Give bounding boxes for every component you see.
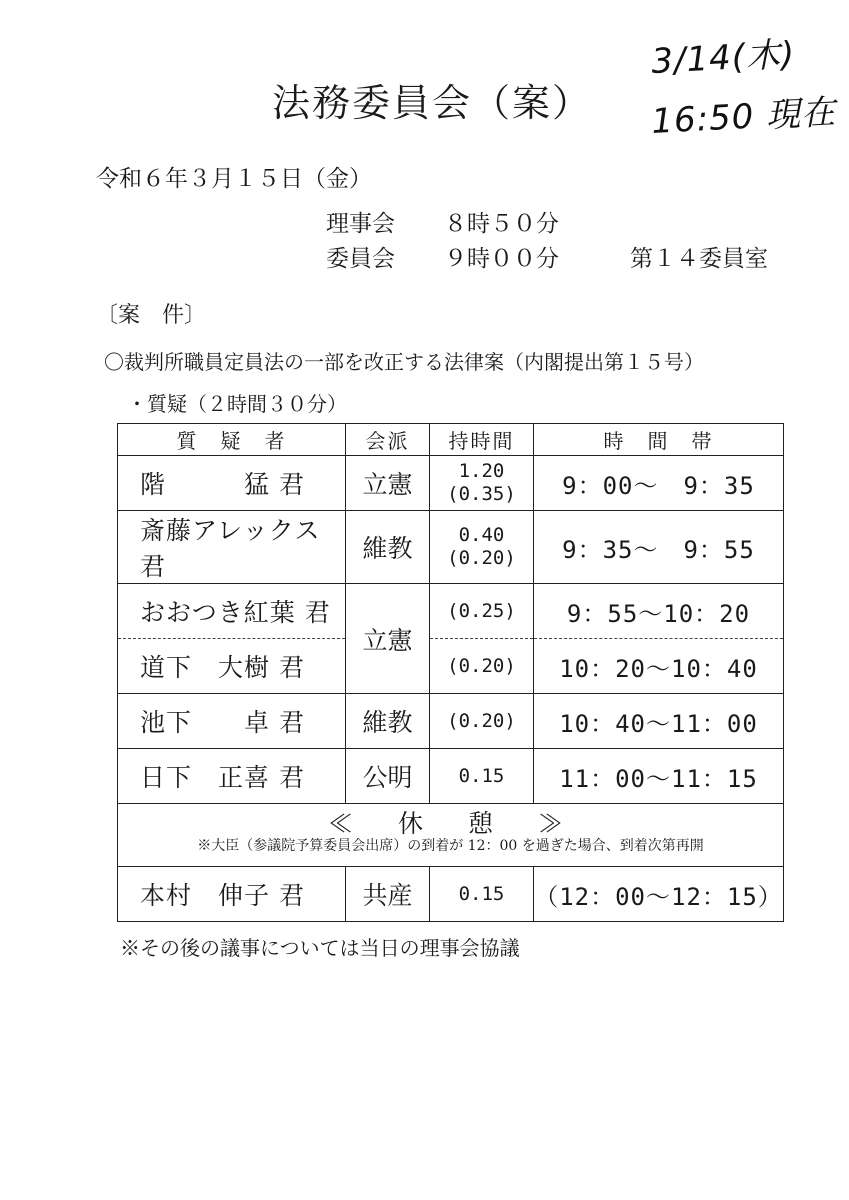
qa-item: ・質疑（２時間３０分） [127,392,347,416]
speaker-name: 本村 伸子 君 [118,867,346,922]
speaker-table [117,423,784,922]
agenda-heading: 〔案 件〕 [96,303,207,328]
table-row [118,867,784,922]
allotted-answer: (0.35) [447,483,516,505]
speaker-name: おおつき紅葉 君 [118,584,346,639]
header-allotted-time: 持時間 [430,424,534,456]
schedule-committee-meeting [326,240,768,273]
recess-cell [118,804,784,867]
speaker-name: 斎藤アレックス 君 [118,511,346,584]
table-row [118,694,784,749]
handwritten-date-note: 3/14(木) [650,34,797,82]
speaker-party: 維教 [346,694,430,749]
speaker-name: 日下 正喜 君 [118,749,346,804]
time-slot: 9：35～ 9：55 [534,511,784,584]
table-header-row [118,424,784,456]
document-title: 法務委員会（案） [272,81,593,125]
header-time-slot: 時 間 帯 [534,424,784,456]
table-row [118,749,784,804]
table-row [118,584,784,639]
time-slot: 11：00～11：15 [534,749,784,804]
schedule-directors-meeting [326,205,630,238]
allotted-time: (0.25) [430,584,534,639]
allotted-total: 0.40 [458,524,505,546]
footnote: ※その後の議事については当日の理事会協議 [120,936,520,960]
recess-note: ※大臣（参議院予算委員会出席）の到着が 12：00 を過ぎた場合、到着次第再開 [197,838,704,854]
allotted-time: 0.15 [430,867,534,922]
bill-title: 〇裁判所職員定員法の一部を改正する法律案（内閣提出第１５号） [104,350,704,374]
header-questioner: 質 疑 者 [118,424,346,456]
speaker-party: 維教 [346,511,430,584]
table-row [118,456,784,511]
allotted-time [430,511,534,584]
speaker-party: 公明 [346,749,430,804]
schedule-label: 委員会 [326,246,395,272]
table-row [118,639,784,694]
schedule-time: ８時５０分 [444,211,559,237]
meeting-date: 令和６年３月１５日（金） [96,166,372,192]
handwritten-time-note: 16:50 現在 [650,92,838,142]
time-slot: （12：00～12：15） [534,867,784,922]
schedule-room: 第１４委員室 [630,246,768,272]
time-slot: 9：55～10：20 [534,584,784,639]
speaker-name: 階 猛 君 [118,456,346,511]
allotted-time: (0.20) [430,694,534,749]
allotted-time: 0.15 [430,749,534,804]
allotted-time: (0.20) [430,639,534,694]
speaker-name: 池下 卓 君 [118,694,346,749]
speaker-name: 道下 大樹 君 [118,639,346,694]
allotted-time [430,456,534,511]
table-row [118,511,784,584]
speaker-party: 立憲 [346,456,430,511]
allotted-total: 1.20 [458,460,505,482]
speaker-party: 立憲 [346,584,430,694]
time-slot: 10：20～10：40 [534,639,784,694]
time-slot: 9：00～ 9：35 [534,456,784,511]
time-slot: 10：40～11：00 [534,694,784,749]
speaker-party: 共産 [346,867,430,922]
header-party: 会派 [346,424,430,456]
recess-row [118,804,784,867]
recess-label: ≪ 休 憩 ≫ [327,809,573,838]
schedule-time: ９時００分 [444,246,559,272]
schedule-label: 理事会 [326,211,395,237]
allotted-answer: (0.20) [447,547,516,569]
